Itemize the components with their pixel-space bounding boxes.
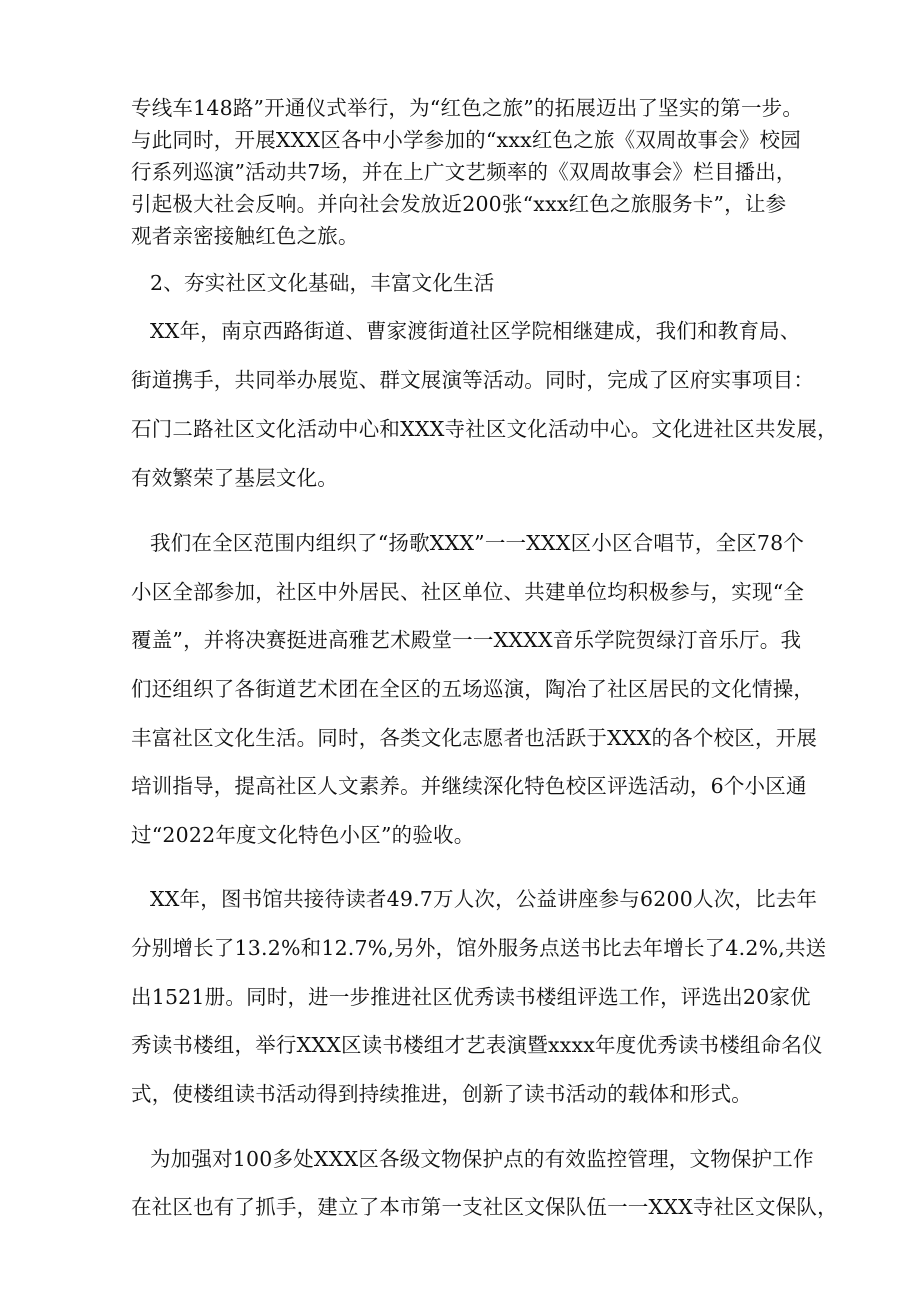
text-line: 在社区也有了抓手，建立了本市第一支社区文保队伍一一XXX寺社区文保队， bbox=[131, 1195, 838, 1219]
text-line: 有效繁荣了基层文化。 bbox=[131, 466, 338, 490]
text-line: 小区全部参加，社区中外居民、社区单位、共建单位均积极参与，实现“全 bbox=[131, 580, 805, 604]
text-line: 出1521册。同时，进一步推进社区优秀读书楼组评选工作，评选出20家优 bbox=[131, 985, 811, 1009]
text-line: 丰富社区文化生活。同时，各类文化志愿者也活跃于XXX的各个校区，开展 bbox=[131, 726, 818, 750]
text-line: 观者亲密接触红色之旅。 bbox=[131, 224, 359, 248]
section-heading: 2、夯实社区文化基础，丰富文化生活 bbox=[150, 271, 495, 295]
text-line: 引起极大社会反响。并向社会发放近200张“xxx红色之旅服务卡”，让参 bbox=[131, 192, 787, 216]
text-line: 秀读书楼组，举行XXX区读书楼组才艺表演暨xxxx年度优秀读书楼组命名仪 bbox=[131, 1033, 823, 1057]
text-line: 覆盖”，并将决赛挺进高雅艺术殿堂一一XXXX音乐学院贺绿汀音乐厅。我 bbox=[131, 628, 802, 652]
text-line: 街道携手，共同举办展览、群文展演等活动。同时，完成了区府实事项目： bbox=[131, 368, 815, 392]
text-line: 分别增长了13.2%和12.7%,另外，馆外服务点送书比去年增长了4.2%,共送 bbox=[131, 936, 827, 960]
text-line: 专线车148路”开通仪式举行，为“红色之旅”的拓展迈出了坚实的第一步。 bbox=[131, 96, 804, 120]
text-line: 培训指导，提高社区人文素养。并继续深化特色校区评选活动，6个小区通 bbox=[131, 774, 807, 798]
text-line: 石门二路社区文化活动中心和XXX寺社区文化活动中心。文化进社区共发展， bbox=[131, 417, 838, 441]
text-line: 式，使楼组读书活动得到持续推进，创新了读书活动的载体和形式。 bbox=[131, 1082, 752, 1106]
text-line: 我们在全区范围内组织了“扬歌XXX”一一XXX区小区合唱节，全区78个 bbox=[150, 531, 805, 555]
text-line: 与此同时，开展XXX区各中小学参加的“xxx红色之旅《双周故事会》校园 bbox=[131, 128, 801, 152]
text-line: 们还组织了各街道艺术团在全区的五场巡演，陶冶了社区居民的文化情操， bbox=[131, 677, 815, 701]
text-line: XX年，图书馆共接待读者49.7万人次，公益讲座参与6200人次，比去年 bbox=[150, 887, 818, 911]
text-line: 为加强对100多处XXX区各级文物保护点的有效监控管理，文物保护工作 bbox=[150, 1147, 814, 1171]
text-line: 过“2022年度文化特色小区”的验收。 bbox=[131, 823, 475, 847]
text-line: 行系列巡演”活动共7场，并在上广文艺频率的《双周故事会》栏目播出， bbox=[131, 160, 797, 184]
text-line: XX年，南京西路街道、曹家渡街道社区学院相继建成，我们和教育局、 bbox=[150, 319, 801, 343]
